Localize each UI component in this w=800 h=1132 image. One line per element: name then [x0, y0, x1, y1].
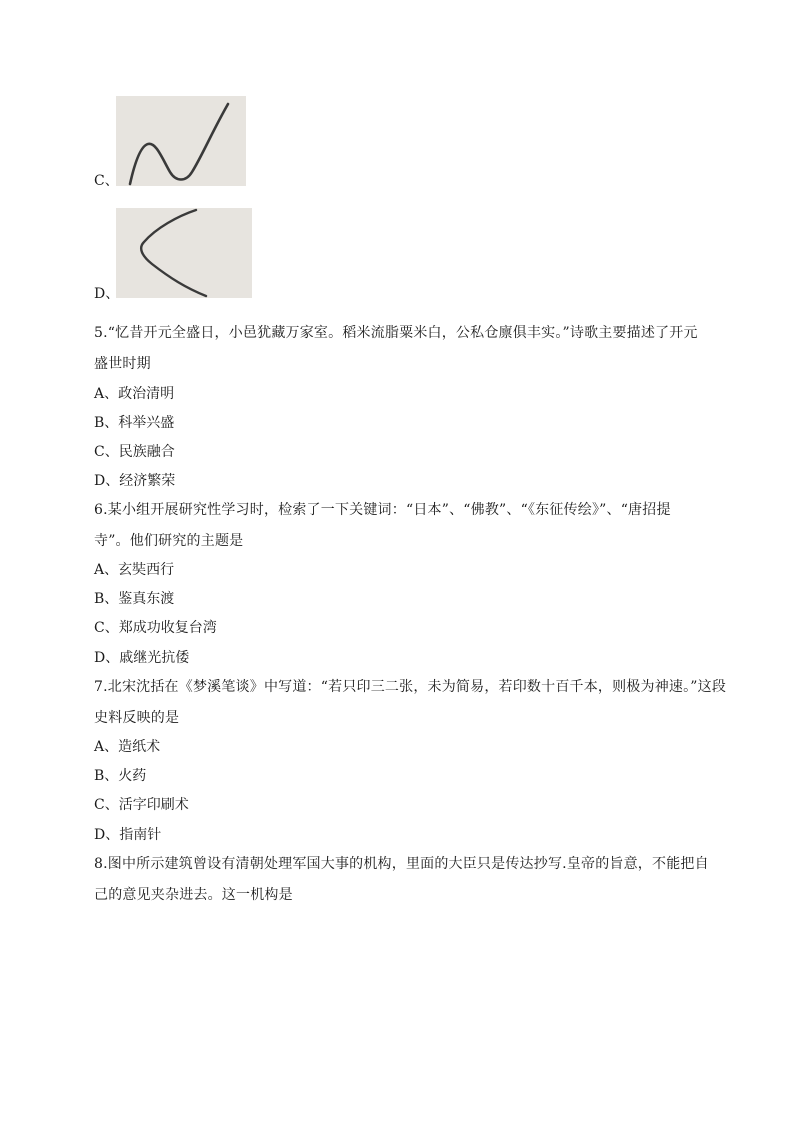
question-6-option-a: A、玄奘西行 — [94, 562, 175, 578]
question-5-stem-line-2: 盛世时期 — [94, 356, 151, 372]
question-7-option-a: A、造纸术 — [94, 739, 161, 755]
question-5-option-c: C、民族融合 — [94, 444, 175, 460]
question-7-option-b: B、火药 — [94, 768, 147, 784]
option-c-label: C、 — [94, 173, 119, 189]
option-d-figure — [116, 208, 252, 298]
question-6-option-d: D、戚继光抗倭 — [94, 650, 190, 666]
question-7-stem-line-2: 史料反映的是 — [94, 710, 180, 726]
question-7-option-d: D、指南针 — [94, 827, 162, 843]
option-c-figure — [116, 96, 246, 186]
question-7-option-c: C、活字印刷术 — [94, 797, 189, 813]
question-5-stem-line-1: 5.“忆昔开元全盛日，小邑犹藏万家室。稻米流脂粟米白，公私仓廪俱丰实。”诗歌主要描述了开元 — [94, 325, 698, 341]
question-6-option-c: C、郑成功收复台湾 — [94, 620, 217, 636]
question-5-option-d: D、经济繁荣 — [94, 473, 176, 489]
question-6-option-b: B、鉴真东渡 — [94, 591, 175, 607]
question-8-stem-line-1: 8.图中所示建筑曾设有清朝处理军国大事的机构，里面的大臣只是传达抄写.皇帝的旨意，不能把自 — [94, 856, 709, 872]
question-8-stem-line-2: 己的意见夹杂进去。这一机构是 — [94, 887, 293, 903]
wave-curve-image-c — [116, 96, 246, 186]
angle-curve-image-d — [116, 208, 252, 298]
question-5-option-b: B、科举兴盛 — [94, 415, 175, 431]
question-6-stem-line-2: 寺”。他们研究的主题是 — [94, 533, 244, 549]
question-6-stem-line-1: 6.某小组开展研究性学习时，检索了一下关键词：“日本”、“佛教”、“《东征传绘》”、“唐招提 — [94, 502, 671, 518]
question-7-stem-line-1: 7.北宋沈括在《梦溪笔谈》中写道：“若只印三二张，未为简易，若印数十百千本，则极为神速。”这段 — [94, 679, 727, 695]
question-5-option-a: A、政治清明 — [94, 386, 175, 402]
option-d-label: D、 — [94, 286, 120, 302]
